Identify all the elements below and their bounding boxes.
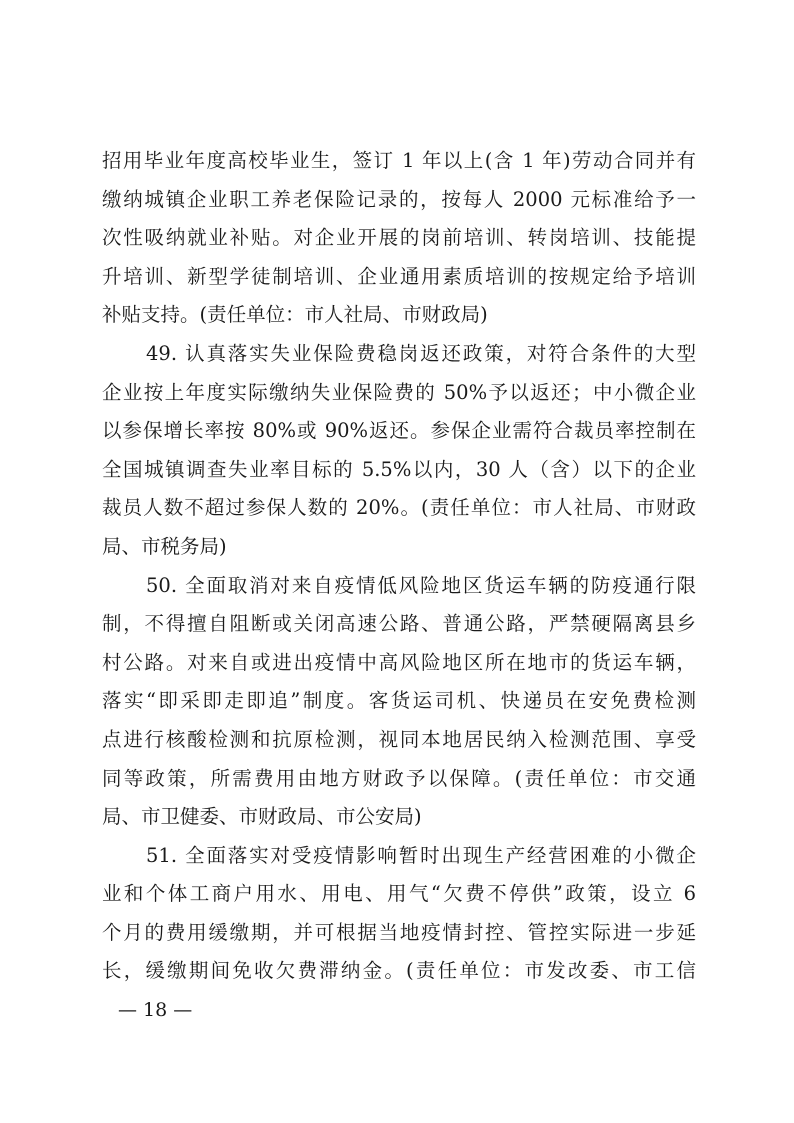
text-line-8: 以参保增长率按 80%或 90%返还。参保企业需符合裁员率控制在 <box>102 419 696 443</box>
text-line-10: 裁员人数不超过参保人数的 20%。(责任单位：市人社局、市财政 <box>102 496 696 520</box>
text-line-7: 企业按上年度实际缴纳失业保险费的 50%予以返还；中小微企业 <box>102 380 696 404</box>
text-line-3: 次性吸纳就业补贴。对企业开展的岗前培训、转岗培训、技能提 <box>102 226 696 250</box>
text-line-19: 51. 全面落实对受疫情影响暂时出现生产经营困难的小微企 <box>146 843 696 867</box>
text-line-4: 升培训、新型学徒制培训、企业通用素质培训的按规定给予培训 <box>102 264 696 288</box>
text-line-17: 同等政策，所需费用由地方财政予以保障。(责任单位：市交通 <box>102 766 696 790</box>
text-line-14: 村公路。对来自或进出疫情中高风险地区所在地市的货运车辆， <box>102 650 696 674</box>
text-line-9: 全国城镇调查失业率目标的 5.5%以内，30 人（含）以下的企业 <box>102 457 696 481</box>
text-line-18: 局、市卫健委、市财政局、市公安局) <box>102 805 422 829</box>
text-line-1: 招用毕业年度高校毕业生，签订 1 年以上(含 1 年)劳动合同并有 <box>102 149 696 172</box>
text-line-6: 49. 认真落实失业保险费稳岗返还政策，对符合条件的大型 <box>146 341 696 365</box>
text-line-13: 制，不得擅自阻断或关闭高速公路、普通公路，严禁硬隔离县乡 <box>102 612 696 636</box>
document-body <box>102 142 696 991</box>
text-line-15: 落实“即采即走即追”制度。客货运司机、快递员在安免费检测 <box>102 689 696 713</box>
text-line-11: 局、市税务局) <box>102 534 227 558</box>
text-line-22: 长，缓缴期间免收欠费滞纳金。(责任单位：市发改委、市工信 <box>102 959 696 983</box>
text-line-5: 补贴支持。(责任单位：市人社局、市财政局) <box>102 303 488 327</box>
text-line-12: 50. 全面取消对来自疫情低风险地区货运车辆的防疫通行限 <box>146 573 696 597</box>
text-line-20: 业和个体工商户用水、用电、用气“欠费不停供”政策，设立 6 <box>102 882 696 906</box>
page-number: — 18 — <box>118 999 193 1021</box>
text-line-16: 点进行核酸检测和抗原检测，视同本地居民纳入检测范围、享受 <box>102 727 696 751</box>
text-line-21: 个月的费用缓缴期，并可根据当地疫情封控、管控实际进一步延 <box>102 920 696 944</box>
text-line-2: 缴纳城镇企业职工养老保险记录的，按每人 2000 元标准给予一 <box>102 187 696 211</box>
